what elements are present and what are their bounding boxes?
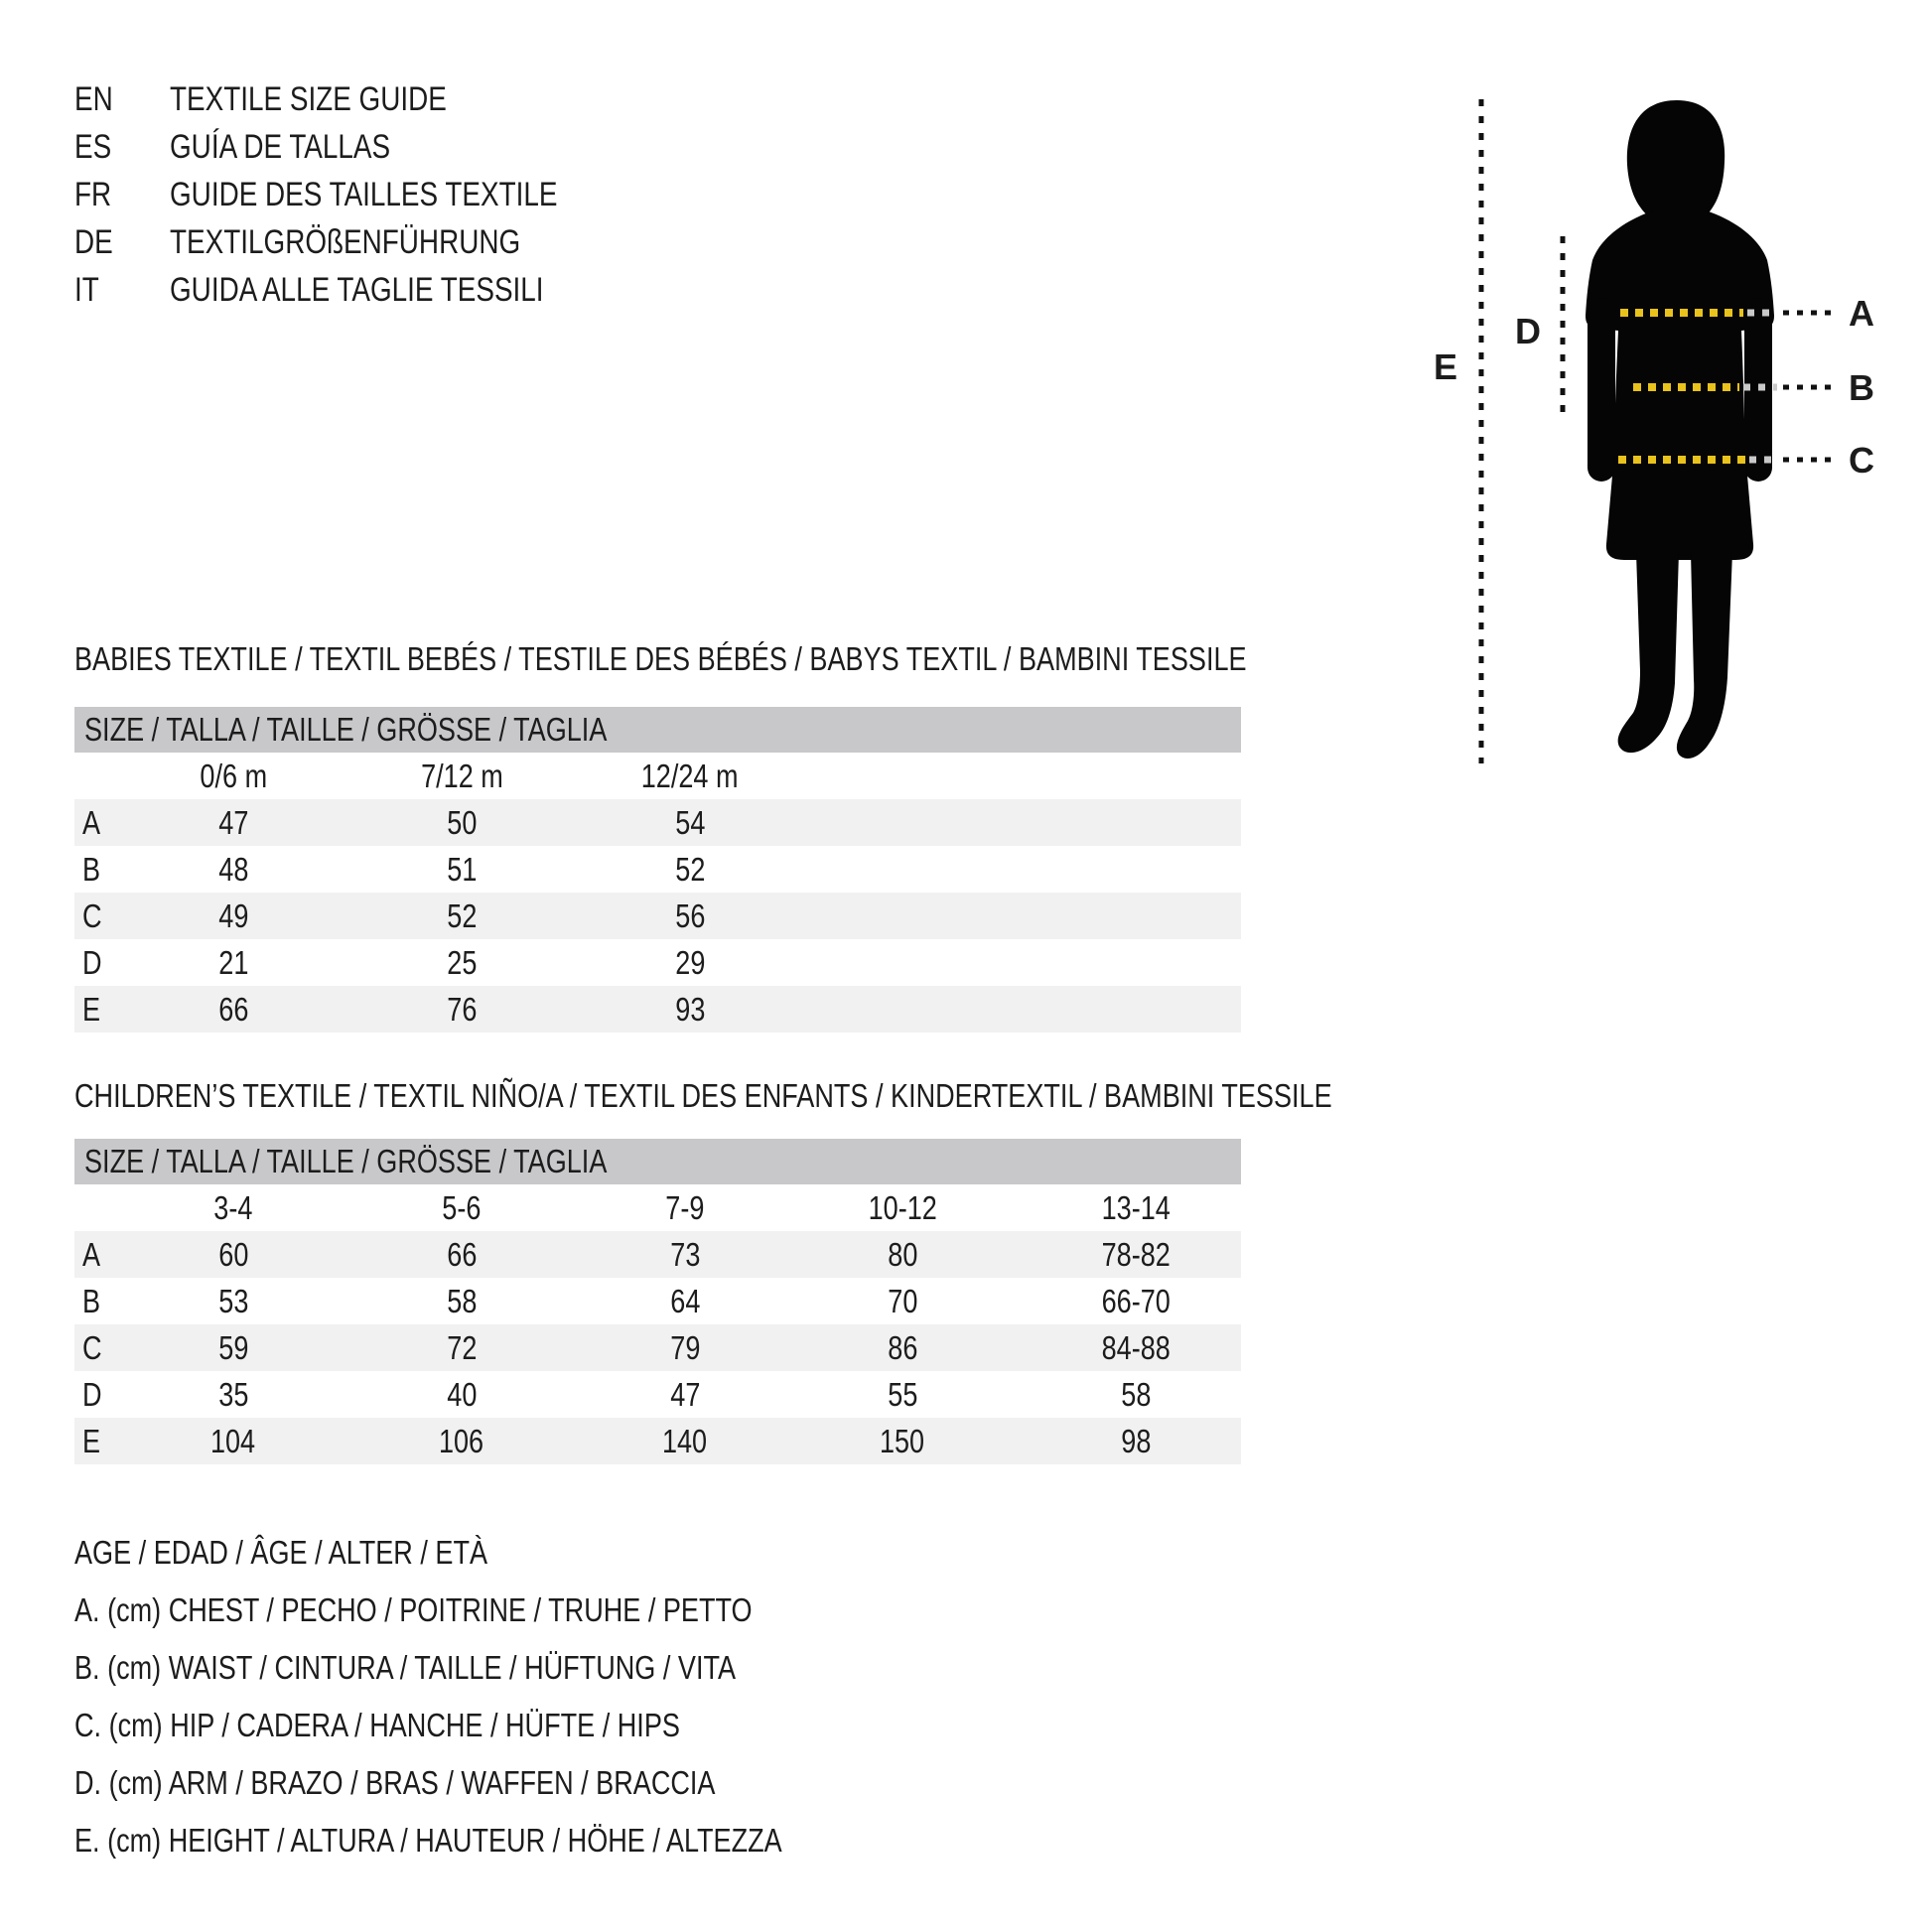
col-header: 7-9 bbox=[665, 1188, 705, 1226]
children-size-table bbox=[74, 1139, 1241, 1464]
cell-value: 79 bbox=[669, 1328, 701, 1366]
children-section-heading: CHILDREN’S TEXTILE / TEXTIL NIÑO/A / TEXTIL DES ENFANTS / KINDERTEXTIL / BAMBINI TESSILE bbox=[74, 1077, 1332, 1114]
table-row bbox=[74, 846, 1241, 893]
lang-row-fr bbox=[74, 171, 642, 218]
cell-value: 73 bbox=[669, 1235, 701, 1273]
row-label: B bbox=[82, 850, 101, 888]
chest-label: A bbox=[1849, 293, 1874, 334]
cell-value: 52 bbox=[674, 850, 706, 888]
cell-value: 52 bbox=[446, 897, 478, 934]
legend-chest: A. (cm) CHEST / PECHO / POITRINE / TRUHE / PETTO bbox=[74, 1591, 753, 1628]
cell-value: 76 bbox=[446, 990, 478, 1028]
row-label: C bbox=[82, 1328, 102, 1366]
col-header: 0/6 m bbox=[200, 757, 267, 794]
cell-value: 72 bbox=[446, 1328, 478, 1366]
col-header: 3-4 bbox=[213, 1188, 253, 1226]
lang-row-de bbox=[74, 218, 642, 266]
children-size-header-bar: SIZE / TALLA / TAILLE / GRÖSSE / TAGLIA bbox=[74, 1139, 1241, 1184]
cell-value: 21 bbox=[217, 943, 249, 981]
height-label: E bbox=[1433, 346, 1457, 387]
cell-value: 59 bbox=[217, 1328, 249, 1366]
silhouette-head bbox=[1627, 100, 1725, 219]
cell-value: 66-70 bbox=[1101, 1282, 1171, 1319]
cell-value: 78-82 bbox=[1101, 1235, 1171, 1273]
cell-value: 58 bbox=[1120, 1375, 1152, 1413]
lang-code: EN bbox=[74, 79, 113, 118]
cell-value: 53 bbox=[217, 1282, 249, 1319]
silhouette-right-leg bbox=[1677, 552, 1732, 759]
table-row bbox=[74, 893, 1241, 939]
cell-value: 50 bbox=[446, 803, 478, 841]
col-header: 12/24 m bbox=[641, 757, 739, 794]
lang-code: DE bbox=[74, 222, 113, 261]
legend-hip: C. (cm) HIP / CADERA / HANCHE / HÜFTE / HIPS bbox=[74, 1707, 680, 1743]
row-label: A bbox=[82, 1235, 101, 1273]
cell-value: 35 bbox=[217, 1375, 249, 1413]
guide-title: GUÍA DE TALLAS bbox=[170, 127, 391, 166]
cell-value: 140 bbox=[662, 1422, 708, 1459]
lang-code: FR bbox=[74, 175, 112, 213]
cell-value: 104 bbox=[210, 1422, 256, 1459]
table-row bbox=[74, 1371, 1241, 1418]
cell-value: 25 bbox=[446, 943, 478, 981]
lang-row-es bbox=[74, 123, 642, 171]
table-row bbox=[74, 1231, 1241, 1278]
table-row bbox=[74, 1418, 1241, 1464]
lang-code: ES bbox=[74, 127, 112, 166]
waist-label: B bbox=[1849, 367, 1874, 408]
table-row bbox=[74, 986, 1241, 1033]
legend-waist: B. (cm) WAIST / CINTURA / TAILLE / HÜFTUNG / VITA bbox=[74, 1649, 737, 1686]
children-column-header-row bbox=[74, 1184, 1241, 1231]
row-label: A bbox=[82, 803, 101, 841]
babies-size-header-bar: SIZE / TALLA / TAILLE / GRÖSSE / TAGLIA bbox=[74, 707, 1241, 753]
cell-value: 51 bbox=[446, 850, 478, 888]
language-header bbox=[74, 75, 642, 314]
cell-value: 29 bbox=[674, 943, 706, 981]
cell-value: 54 bbox=[674, 803, 706, 841]
table-row bbox=[74, 1278, 1241, 1324]
cell-value: 150 bbox=[880, 1422, 925, 1459]
cell-value: 47 bbox=[217, 803, 249, 841]
table-row bbox=[74, 799, 1241, 846]
cell-value: 56 bbox=[674, 897, 706, 934]
child-silhouette bbox=[1586, 100, 1774, 759]
measurement-legend bbox=[74, 1524, 937, 1869]
legend-height: E. (cm) HEIGHT / ALTURA / HAUTEUR / HÖHE / ALTEZZA bbox=[74, 1822, 782, 1859]
legend-arm: D. (cm) ARM / BRAZO / BRAS / WAFFEN / BRACCIA bbox=[74, 1764, 716, 1801]
guide-title: GUIDE DES TAILLES TEXTILE bbox=[170, 175, 558, 213]
silhouette-shorts bbox=[1606, 453, 1753, 560]
row-label: E bbox=[82, 1422, 101, 1459]
cell-value: 80 bbox=[887, 1235, 918, 1273]
hip-label: C bbox=[1849, 440, 1874, 481]
col-header: 13-14 bbox=[1101, 1188, 1171, 1226]
row-label: D bbox=[82, 1375, 102, 1413]
lang-row-it bbox=[74, 266, 642, 314]
cell-value: 40 bbox=[446, 1375, 478, 1413]
guide-title: TEXTILGRÖßENFÜHRUNG bbox=[170, 222, 521, 261]
babies-column-header-row bbox=[74, 753, 1241, 799]
arm-label: D bbox=[1515, 311, 1541, 351]
cell-value: 66 bbox=[446, 1235, 478, 1273]
lang-code: IT bbox=[74, 270, 99, 309]
table-row bbox=[74, 1324, 1241, 1371]
cell-value: 48 bbox=[217, 850, 249, 888]
col-header: 10-12 bbox=[868, 1188, 937, 1226]
silhouette-left-leg bbox=[1618, 552, 1679, 753]
cell-value: 49 bbox=[217, 897, 249, 934]
silhouette-left-arm bbox=[1587, 298, 1615, 482]
cell-value: 55 bbox=[887, 1375, 918, 1413]
col-header: 7/12 m bbox=[420, 757, 503, 794]
cell-value: 60 bbox=[217, 1235, 249, 1273]
babies-size-table bbox=[74, 707, 1241, 1033]
cell-value: 106 bbox=[439, 1422, 484, 1459]
babies-section-heading: BABIES TEXTILE / TEXTIL BEBÉS / TESTILE DES BÉBÉS / BABYS TEXTIL / BAMBINI TESSILE bbox=[74, 640, 1247, 677]
guide-title: TEXTILE SIZE GUIDE bbox=[170, 79, 447, 118]
row-label: D bbox=[82, 943, 102, 981]
table-row bbox=[74, 939, 1241, 986]
col-header: 5-6 bbox=[442, 1188, 482, 1226]
row-label: C bbox=[82, 897, 102, 934]
cell-value: 47 bbox=[669, 1375, 701, 1413]
row-label: E bbox=[82, 990, 101, 1028]
cell-value: 70 bbox=[887, 1282, 918, 1319]
cell-value: 98 bbox=[1120, 1422, 1152, 1459]
measurement-figure bbox=[1390, 79, 1932, 784]
cell-value: 64 bbox=[669, 1282, 701, 1319]
row-label: B bbox=[82, 1282, 101, 1319]
cell-value: 58 bbox=[446, 1282, 478, 1319]
cell-value: 84-88 bbox=[1101, 1328, 1171, 1366]
lang-row-en bbox=[74, 75, 642, 123]
legend-age: AGE / EDAD / ÂGE / ALTER / ETÀ bbox=[74, 1534, 488, 1571]
cell-value: 66 bbox=[217, 990, 249, 1028]
cell-value: 86 bbox=[887, 1328, 918, 1366]
cell-value: 93 bbox=[674, 990, 706, 1028]
guide-title: GUIDA ALLE TAGLIE TESSILI bbox=[170, 270, 544, 309]
